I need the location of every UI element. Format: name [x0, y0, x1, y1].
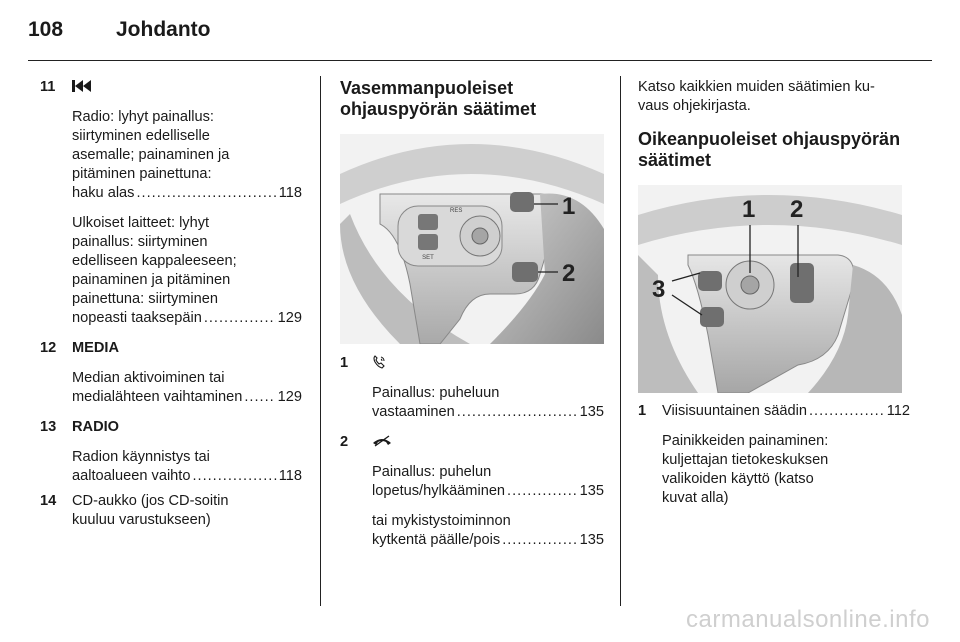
item-12: 12 MEDIA Median aktivoiminen tai medialähteen vaihtaminen ..... 129 — [40, 339, 302, 407]
callout-2: 2 — [790, 196, 804, 223]
callout-3: 3 — [652, 276, 666, 303]
callout-1: 1 — [562, 193, 576, 220]
watermark: carmanualsonline.info — [686, 606, 930, 633]
page-reference: kytkentä päälle/pois ..... 135 — [372, 531, 604, 550]
column-3 — [638, 78, 910, 508]
page-title: Johdanto — [116, 18, 211, 41]
left-steering-controls-figure — [340, 134, 604, 344]
page-reference: lopetus/hylkääminen ..... 135 — [372, 482, 604, 501]
intro-text: Katso kaikkien muiden säätimien ku- vaus ohjekirjasta. — [638, 79, 875, 114]
page-reference: vastaaminen ..... 135 — [372, 403, 604, 422]
header-rule — [28, 60, 932, 61]
steering-wheel-illustration — [638, 185, 902, 393]
item-11-external-description: Ulkoiset laitteet: lyhyt painallus: siirtyminen edelliseen kappaleeseen; painaminen ja pitäminen painettuna: siirtyminen nopeasti taaksepäin ..... 129 — [72, 214, 302, 328]
phone-answer-icon — [372, 354, 604, 373]
column-1 — [40, 78, 302, 530]
res-button-label: RES — [450, 208, 463, 214]
column-divider-2 — [620, 76, 621, 606]
page-reference: medialähteen vaihtaminen ..... 129 — [72, 388, 302, 407]
set-button-label: SET — [422, 255, 434, 261]
item-11 — [40, 78, 302, 328]
item-1-phone: 1 Painallus: puheluun vastaaminen ..... 135 — [340, 354, 604, 422]
item-1-five-way: 1 Viisisuuntainen säädin ..... 112 Painikkeiden painaminen: kuljettajan tietokeskuksen valikoiden käyttö (katso kuvat alla) — [638, 402, 910, 508]
item-number: 11 — [40, 79, 56, 95]
page-reference: Viisisuuntainen säädin ..... 112 — [662, 402, 910, 421]
item-13: 13 RADIO Radion käynnistys tai aaltoalueen vaihto ..... 118 — [40, 418, 302, 486]
item-11-radio-description: Radio: lyhyt painallus: siirtyminen edelliselle asemalle; painaminen ja pitäminen painettuna: haku alas ..... 118 — [72, 108, 302, 203]
skip-back-icon — [72, 78, 302, 97]
page-reference: nopeasti taaksepäin ..... 129 — [72, 309, 302, 328]
item-2-hangup: 2 Painallus: puhelun lopetus/hylkääminen ..... 135 tai mykistystoiminnon kytkentä päälle/pois ..... 135 — [340, 433, 604, 550]
column-2 — [340, 78, 604, 550]
steering-wheel-illustration — [340, 134, 604, 344]
callout-2: 2 — [562, 260, 576, 287]
page-number: 108 — [28, 18, 64, 41]
item-14: 14 CD-aukko (jos CD-soitin kuuluu varustukseen) — [40, 493, 229, 528]
callout-1: 1 — [742, 196, 756, 223]
page-reference: aaltoalueen vaihto ..... 118 — [72, 467, 302, 486]
item-title: MEDIA — [72, 340, 120, 356]
section-title: Vasemmanpuoleiset ohjauspyörän säätimet — [340, 78, 537, 119]
item-title: RADIO — [72, 419, 120, 435]
column-divider-1 — [320, 76, 321, 606]
right-steering-controls-figure — [638, 185, 902, 393]
phone-hangup-icon — [372, 433, 604, 452]
page-reference: haku alas ..... 118 — [72, 184, 302, 203]
section-title: Oikeanpuoleiset ohjauspyörän säätimet — [638, 129, 901, 170]
